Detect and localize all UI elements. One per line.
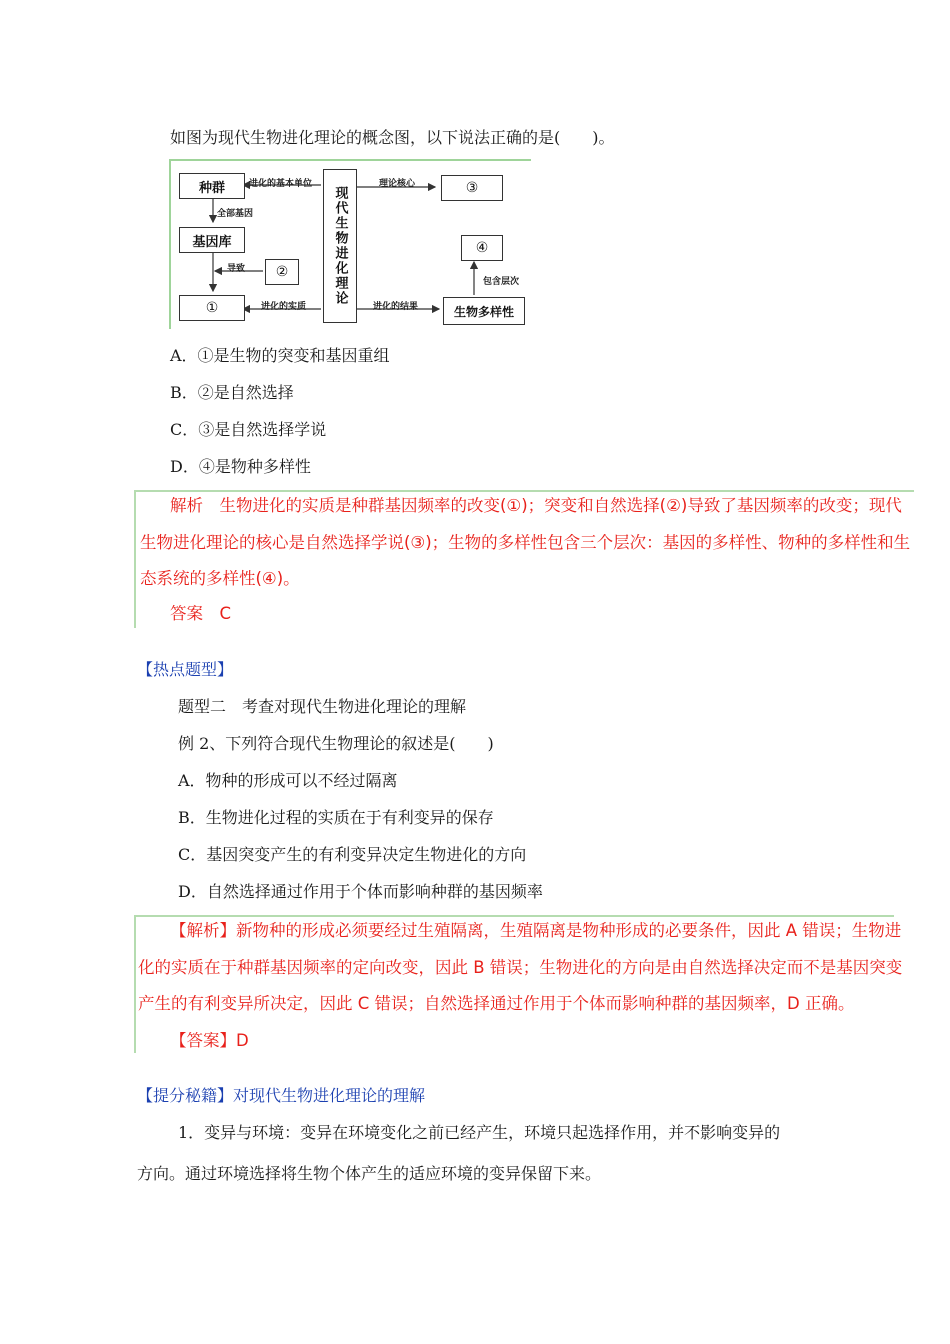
q2-option-a: A．物种的形成可以不经过隔离 [178, 771, 398, 790]
label-all-genes: 全部基因 [217, 209, 254, 219]
analysis2-left-border [134, 915, 136, 1053]
box-circle4: ④ [461, 235, 503, 261]
box-population: 种群 [179, 173, 245, 199]
analysis2-line1: 【解析】新物种的形成必须要经过生殖隔离，生殖隔离是物种形成的必要条件，因此 A 错误；生物进 [170, 921, 902, 940]
q2-option-d: D．自然选择通过作用于个体而影响种群的基因频率 [178, 882, 543, 901]
tips-paragraph-line1: 1．变异与环境：变异在环境变化之前已经产生，环境只起选择作用，并不影响变异的 [178, 1123, 781, 1142]
analysis1-line1: 解析 生物进化的实质是种群基因频率的改变(①)；突变和自然选择(②)导致了基因频率的改变；现代 [170, 496, 902, 515]
box-circle1: ① [179, 295, 245, 321]
analysis2-line2: 化的实质在于种群基因频率的定向改变，因此 B 错误；生物进化的方向是由自然选择决定而不是基因突变 [138, 958, 903, 977]
analysis1-top-border [134, 490, 914, 492]
box-gene-pool: 基因库 [179, 227, 245, 253]
box-biodiversity: 生物多样性 [443, 297, 525, 325]
tips-paragraph-line2: 方向。通过环境选择将生物个体产生的适应环境的变异保留下来。 [137, 1164, 602, 1183]
label-basic-unit: 进化的基本单位 [249, 179, 313, 189]
concept-diagram [169, 159, 531, 329]
label-levels: 包含层次 [483, 277, 520, 287]
q2-option-b: B．生物进化过程的实质在于有利变异的保存 [178, 808, 494, 827]
label-cause: 导致 [227, 264, 246, 274]
analysis2-top-border [134, 915, 894, 917]
label-essence: 进化的实质 [261, 302, 307, 312]
box-center-theory: 现代生物进化理论 [323, 169, 357, 323]
hot-topic-heading: 【热点题型】 [137, 660, 234, 679]
q1-option-b: B．②是自然选择 [170, 383, 294, 402]
analysis1-answer: 答案 C [170, 604, 232, 623]
analysis1-line3: 态系统的多样性(④)。 [140, 569, 300, 588]
q1-option-d: D．④是物种多样性 [170, 457, 311, 476]
label-result: 进化的结果 [373, 302, 419, 312]
question2-stem: 例 2、下列符合现代生物理论的叙述是( ) [178, 734, 494, 753]
analysis2-line3: 产生的有利变异所决定，因此 C 错误；自然选择通过作用于个体而影响种群的基因频率，D 正确。 [138, 994, 855, 1013]
question1-stem: 如图为现代生物进化理论的概念图，以下说法正确的是( )。 [170, 128, 615, 147]
tips-heading [137, 1085, 425, 1107]
q1-option-c: C．③是自然选择学说 [170, 420, 327, 439]
box-circle3: ③ [441, 175, 503, 201]
tips-heading-bracket: 【提分秘籍】 [137, 1086, 234, 1105]
tips-heading-text: 对现代生物进化理论的理解 [233, 1086, 426, 1105]
q1-option-a: A．①是生物的突变和基因重组 [170, 346, 390, 365]
label-core: 理论核心 [379, 179, 416, 189]
q2-option-c: C．基因突变产生的有利变异决定生物进化的方向 [178, 845, 527, 864]
box-circle2: ② [265, 259, 299, 285]
analysis1-left-border [134, 490, 136, 628]
analysis2-answer: 【答案】D [170, 1031, 249, 1050]
question2-type-title: 题型二 考查对现代生物进化理论的理解 [178, 697, 467, 716]
analysis1-line2: 生物进化理论的核心是自然选择学说(③)；生物的多样性包含三个层次：基因的多样性、物种的多样性和生 [140, 533, 911, 552]
